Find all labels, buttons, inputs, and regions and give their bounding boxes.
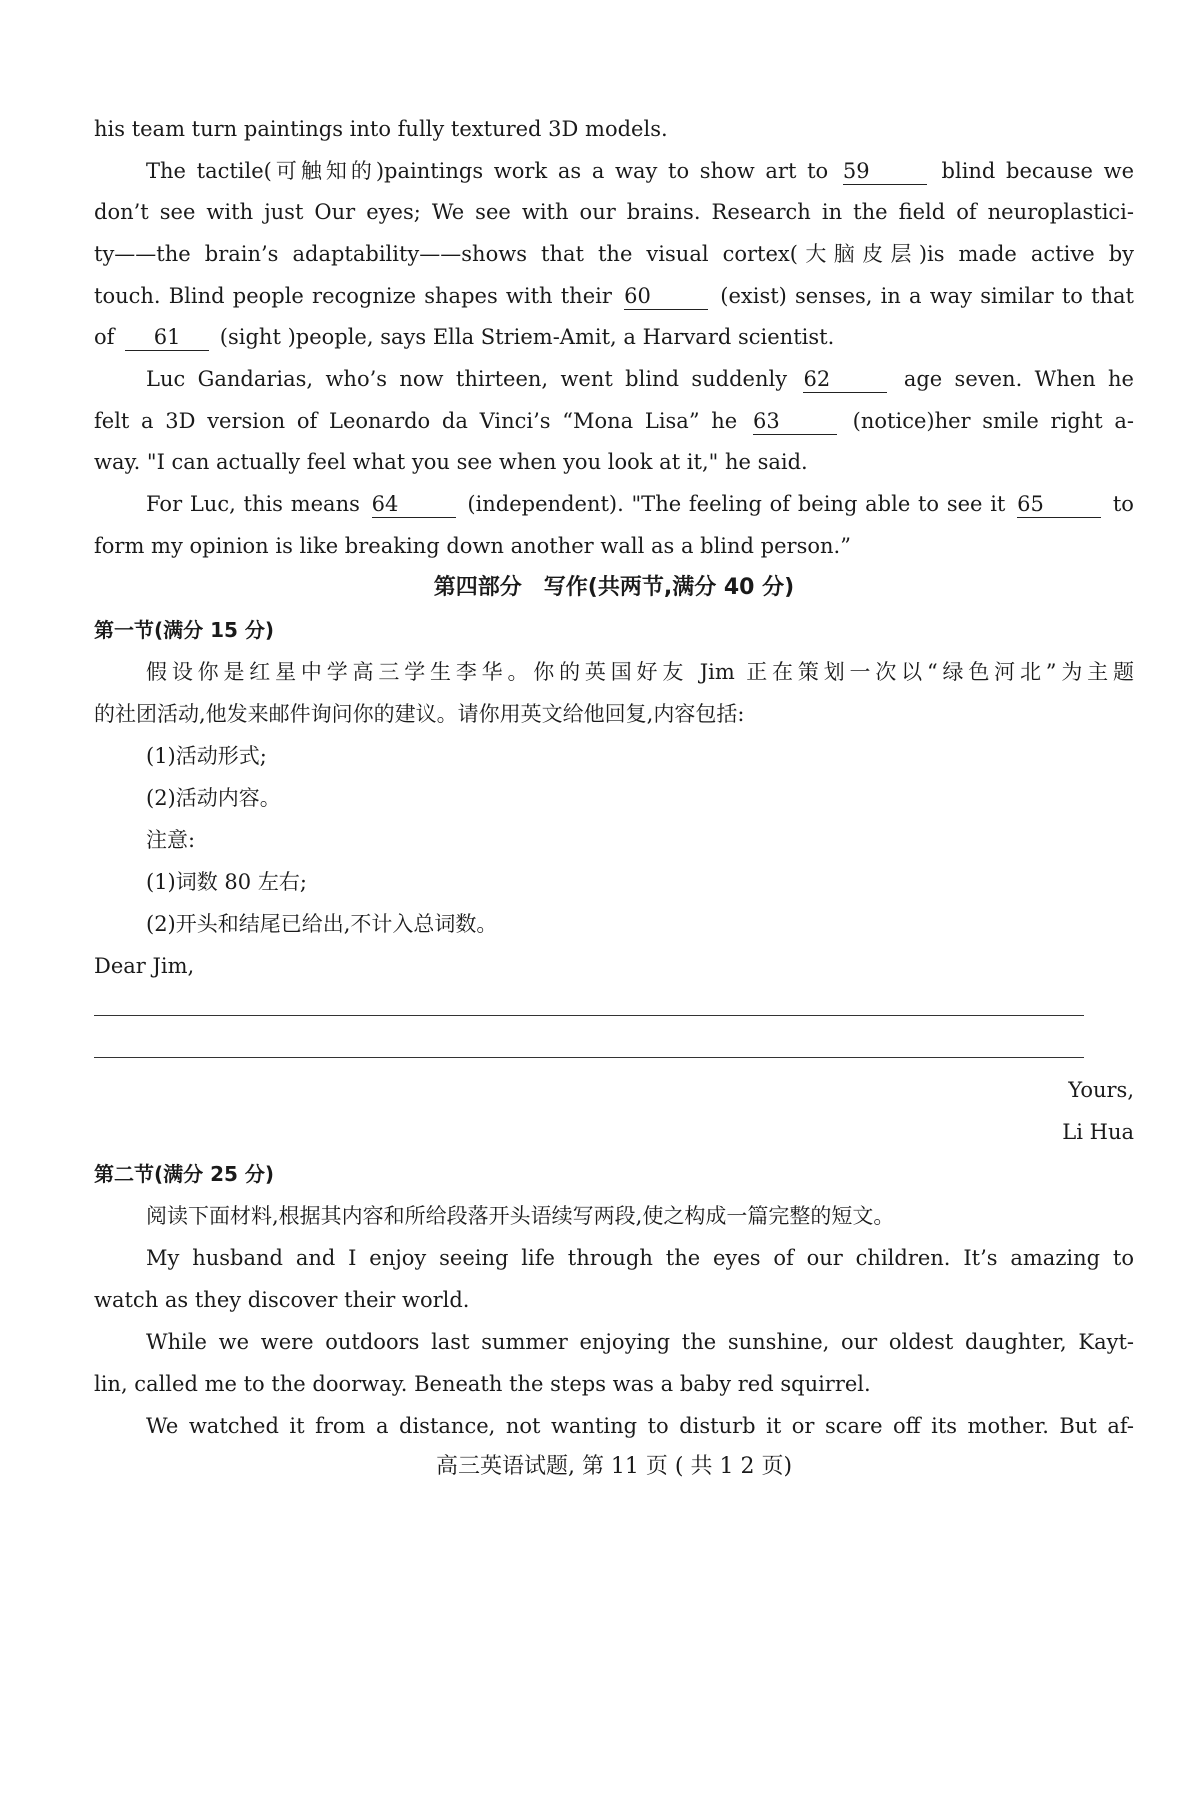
passage-line: For Luc, this means 64 (independent). "The feeling of being able to see it 65 to xyxy=(146,492,1134,516)
section2-line: watch as they discover their world. xyxy=(94,1288,470,1312)
page-footer: 高三英语试题, 第 11 页 ( 共 1 2 页) xyxy=(435,1454,793,1479)
blank-60: 60 xyxy=(624,283,708,310)
section1-note: (1)词数 80 左右; xyxy=(146,870,307,894)
passage-line: felt a 3D version of Leonardo da Vinci’s “Mona Lisa” he 63 (notice)her smile right a- xyxy=(94,409,1135,433)
section2-line: My husband and I enjoy seeing life through the eyes of our children. It’s amazing to xyxy=(146,1246,1134,1270)
section1-item: (1)活动形式; xyxy=(146,744,267,768)
writing-line xyxy=(94,1015,1084,1016)
section1-item: (2)活动内容。 xyxy=(146,786,281,810)
blank-65: 65 xyxy=(1017,491,1101,518)
passage-line: ty——the brain’s adaptability——shows that the visual cortex(大脑皮层)is made active by xyxy=(94,242,1134,266)
passage-line: Luc Gandarias, who’s now thirteen, went blind suddenly 62 age seven. When he xyxy=(146,367,1134,391)
blank-61: 61 xyxy=(125,324,209,351)
writing-line xyxy=(94,1057,1084,1058)
section2-line: lin, called me to the doorway. Beneath the steps was a baby red squirrel. xyxy=(94,1372,871,1396)
passage-line: way. "I can actually feel what you see when you look at it," he said. xyxy=(94,450,808,474)
passage-line: don’t see with just Our eyes; We see with our brains. Research in the field of neuroplastici- xyxy=(94,200,1134,224)
section2-line: We watched it from a distance, not wanting to disturb it or scare off its mother. But af- xyxy=(146,1414,1134,1438)
blank-62: 62 xyxy=(803,366,887,393)
section2-line: While we were outdoors last summer enjoying the sunshine, our oldest daughter, Kayt- xyxy=(146,1330,1134,1354)
section2-title: 第二节(满分 25 分) xyxy=(94,1162,275,1186)
letter-closing: Yours, xyxy=(1068,1078,1134,1102)
passage-line: of 61 (sight )people, says Ella Striem-Amit, a Harvard scientist. xyxy=(94,325,835,349)
blank-59: 59 xyxy=(843,158,927,185)
letter-greeting: Dear Jim, xyxy=(94,954,195,978)
section1-note: (2)开头和结尾已给出,不计入总词数。 xyxy=(146,912,498,936)
blank-63: 63 xyxy=(753,408,837,435)
section1-line: 假设你是红星中学高三学生李华。你的英国好友 Jim 正在策划一次以“绿色河北”为主题 xyxy=(146,660,1134,684)
section1-title: 第一节(满分 15 分) xyxy=(94,618,275,642)
passage-line: his team turn paintings into fully textured 3D models. xyxy=(94,117,668,141)
blank-64: 64 xyxy=(372,491,456,518)
section1-note-label: 注意: xyxy=(146,828,196,852)
letter-signature: Li Hua xyxy=(1062,1120,1134,1144)
part4-title: 第四部分 写作(共两节,满分 40 分) xyxy=(433,575,795,600)
passage-line: touch. Blind people recognize shapes with their 60 (exist) senses, in a way similar to that xyxy=(94,284,1134,308)
section2-instruction: 阅读下面材料,根据其内容和所给段落开头语续写两段,使之构成一篇完整的短文。 xyxy=(146,1204,895,1228)
section1-line: 的社团活动,他发来邮件询问你的建议。请你用英文给他回复,内容包括: xyxy=(94,702,745,726)
passage-line: form my opinion is like breaking down another wall as a blind person.” xyxy=(94,534,851,558)
passage-line: The tactile(可触知的)paintings work as a way to show art to 59 blind because we xyxy=(146,159,1135,183)
